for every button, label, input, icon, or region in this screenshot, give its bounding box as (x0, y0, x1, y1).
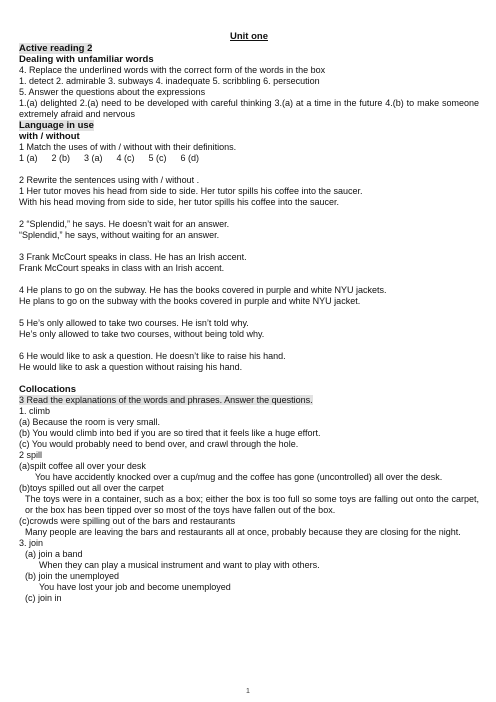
explanation-text: You have lost your job and become unemployed (39, 582, 231, 592)
explanation-text: Many people are leaving the bars and restaurants all at once, probably because they are closing for the night. (25, 527, 461, 537)
text-line: 1.(a) delighted 2.(a) need to be developed with careful thinking 3.(a) at a time in the future 4.(b) to make someone extremely afraid and nervous (19, 98, 479, 119)
text-line: 1. detect 2. admirable 3. subways 4. inadequate 5. scribbling 6. persecution (19, 76, 320, 86)
subheading-unfamiliar-words: Dealing with unfamiliar words (19, 54, 154, 65)
item-label-climb: 1. climb (19, 406, 51, 416)
question-line: 2 “Splendid,” he says. He doesn’t wait for an answer. (19, 219, 230, 229)
answer-line: (b) You would climb into bed if you are so tired that it feels like a huge effort. (19, 428, 321, 438)
text-line: 5. Answer the questions about the expressions (19, 87, 206, 97)
answer-line: He would like to ask a question without raising his hand. (19, 362, 243, 372)
section-heading-collocations: Collocations (19, 384, 77, 395)
answer-item: 4 (c) (116, 153, 135, 163)
answer-line: With his head moving from side to side, her tutor spills his coffee into the saucer. (19, 197, 339, 207)
phrase-head: (c) join in (25, 593, 62, 603)
question-line: 4 He plans to go on the subway. He has the books covered in purple and white NYU jackets. (19, 285, 387, 295)
answer-item: 6 (d) (180, 153, 200, 163)
item-label-join: 3. join (19, 538, 44, 548)
section-heading-active-reading: Active reading 2 (19, 43, 93, 54)
explanation-text: You have accidently knocked over a cup/mug and the coffee has gone (uncontrolled) all over the desk. (35, 472, 443, 482)
answer-line: “Splendid,” he says, without waiting for an answer. (19, 230, 220, 240)
explanation-text: The toys were in a container, such as a box; either the box is too full so some toys are falling out onto the carpet, or the box has been tipped over so most of the toys have fallen out of the box. (25, 494, 479, 515)
answer-line: (a) Because the room is very small. (19, 417, 161, 427)
question-line: 3 Frank McCourt speaks in class. He has an Irish accent. (19, 252, 247, 262)
phrase-head: (b)toys spilled out all over the carpet (19, 483, 164, 493)
page-title: Unit one (230, 31, 268, 42)
phrase-head: (a)spilt coffee all over your desk (19, 461, 146, 471)
instruction-text: 2 Rewrite the sentences using with / without . (19, 175, 200, 185)
item-label-spill: 2 spill (19, 450, 43, 460)
phrase-head: (b) join the unemployed (25, 571, 120, 581)
answer-item: 2 (b) (51, 153, 71, 163)
question-line: 1 Her tutor moves his head from side to side. Her tutor spills his coffee into the saucer. (19, 186, 363, 196)
answer-item: 1 (a) (19, 153, 38, 163)
section-heading-language-in-use: Language in use (19, 120, 94, 131)
question-line: 6 He would like to ask a question. He doesn’t like to raise his hand. (19, 351, 286, 361)
answer-line: (c) You would probably need to bend over, and crawl through the hole. (19, 439, 299, 449)
answer-line: He plans to go on the subway with the books covered in purple and white NYU jacket. (19, 296, 361, 306)
phrase-head: (a) join a band (25, 549, 83, 559)
document-content (19, 31, 479, 604)
subheading-with-without: with / without (19, 131, 80, 142)
instruction-text: 3 Read the explanations of the words and phrases. Answer the questions. (19, 395, 313, 405)
answer-row (19, 153, 479, 164)
text-line: 4. Replace the underlined words with the correct form of the words in the box (19, 65, 326, 75)
answer-item: 3 (a) (84, 153, 103, 163)
answer-line: Frank McCourt speaks in class with an Irish accent. (19, 263, 225, 273)
phrase-head: (c)crowds were spilling out of the bars and restaurants (19, 516, 236, 526)
answer-item: 5 (c) (148, 153, 167, 163)
answer-line: He’s only allowed to take two courses, without being told why. (19, 329, 265, 339)
instruction-text: 1 Match the uses of with / without with their definitions. (19, 142, 237, 152)
page-number: 1 (246, 688, 250, 695)
explanation-text: When they can play a musical instrument and want to play with others. (39, 560, 320, 570)
question-line: 5 He’s only allowed to take two courses. He isn’t told why. (19, 318, 249, 328)
